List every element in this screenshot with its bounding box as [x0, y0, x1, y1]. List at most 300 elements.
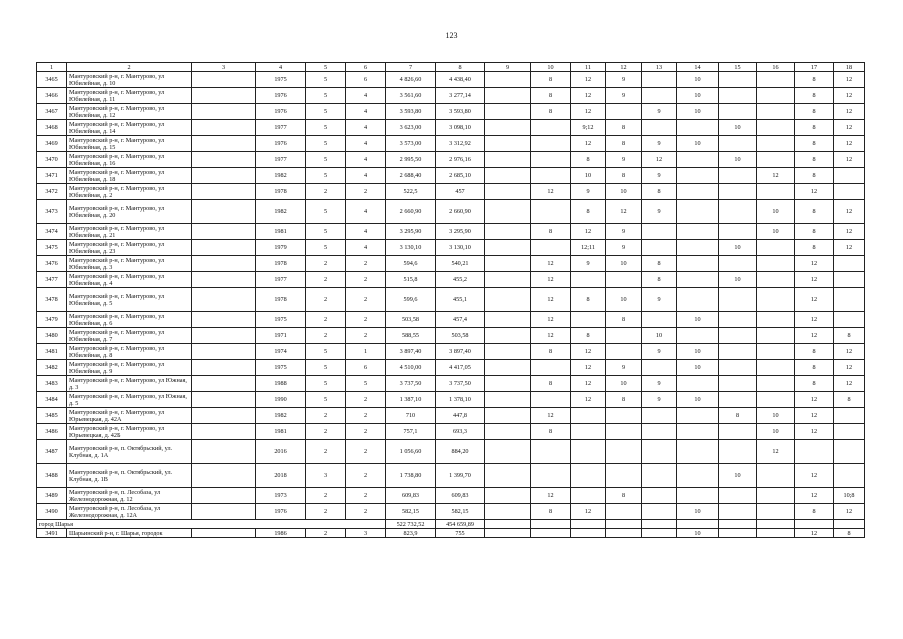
table-cell: 3469: [37, 136, 67, 152]
table-cell: 8: [795, 168, 834, 184]
address-cell: Мантуровский р-н, г. Мантурово, ул Юрьевецкая, д. 42А: [67, 408, 192, 424]
table-row: [37, 312, 865, 328]
table-cell: [192, 88, 256, 104]
table-cell: 12: [757, 440, 795, 464]
table-cell: 2: [306, 312, 346, 328]
table-cell: 9: [571, 184, 606, 200]
table-cell: 8: [642, 256, 677, 272]
table-cell: [485, 344, 531, 360]
table-cell: [485, 376, 531, 392]
table-cell: [719, 224, 757, 240]
table-cell: 4 438,40: [436, 72, 485, 88]
table-cell: [642, 424, 677, 440]
table-cell: [757, 256, 795, 272]
table-cell: [642, 464, 677, 488]
table-row: [37, 464, 865, 488]
table-cell: [485, 392, 531, 408]
address-cell: Мантуровский р-н, г. Мантурово, ул Юбилейная, д. 6: [67, 312, 192, 328]
table-cell: 3483: [37, 376, 67, 392]
table-cell: 12: [571, 72, 606, 88]
table-cell: [485, 328, 531, 344]
table-cell: 8: [795, 136, 834, 152]
column-number: 7: [386, 63, 436, 72]
table-cell: [485, 520, 531, 529]
table-row: [37, 529, 865, 538]
table-cell: 1 399,70: [436, 464, 485, 488]
table-cell: 8: [795, 504, 834, 520]
table-cell: [757, 288, 795, 312]
table-cell: 1990: [256, 392, 306, 408]
table-cell: 10: [677, 72, 719, 88]
table-cell: 1982: [256, 200, 306, 224]
table-cell: 5: [306, 200, 346, 224]
table-cell: [719, 520, 757, 529]
table-cell: 3480: [37, 328, 67, 344]
table-cell: [192, 120, 256, 136]
table-cell: [642, 72, 677, 88]
table-cell: [485, 200, 531, 224]
table-cell: 2 685,10: [436, 168, 485, 184]
table-cell: [192, 312, 256, 328]
table-cell: 12: [571, 392, 606, 408]
table-cell: [719, 104, 757, 120]
table-cell: [834, 168, 865, 184]
table-cell: [192, 464, 256, 488]
column-number: 13: [642, 63, 677, 72]
table-cell: [677, 488, 719, 504]
table-cell: 4: [346, 240, 386, 256]
table-cell: 1978: [256, 256, 306, 272]
table-cell: [757, 529, 795, 538]
table-cell: 8: [795, 240, 834, 256]
table-cell: [719, 88, 757, 104]
table-cell: [719, 200, 757, 224]
table-row: [37, 376, 865, 392]
table-cell: 2: [346, 464, 386, 488]
table-cell: 12: [571, 104, 606, 120]
table-cell: 2018: [256, 464, 306, 488]
table-cell: 8: [571, 328, 606, 344]
table-cell: 12: [795, 464, 834, 488]
table-cell: 12: [834, 152, 865, 168]
table-cell: 1 738,80: [386, 464, 436, 488]
table-cell: 2016: [256, 440, 306, 464]
table-cell: [606, 529, 642, 538]
table-cell: [642, 120, 677, 136]
table-cell: 4: [346, 200, 386, 224]
table-cell: [642, 312, 677, 328]
table-cell: 1 056,60: [386, 440, 436, 464]
table-cell: [606, 408, 642, 424]
table-cell: [485, 256, 531, 272]
table-cell: 8: [531, 424, 571, 440]
table-cell: [192, 392, 256, 408]
table-cell: 8: [531, 104, 571, 120]
table-cell: [757, 376, 795, 392]
table-cell: 3479: [37, 312, 67, 328]
table-cell: [192, 360, 256, 376]
table-cell: [834, 408, 865, 424]
table-cell: 1974: [256, 344, 306, 360]
table-row: [37, 104, 865, 120]
table-cell: 12: [571, 88, 606, 104]
table-cell: 9: [642, 376, 677, 392]
table-cell: 8: [531, 224, 571, 240]
table-cell: 2: [346, 272, 386, 288]
table-cell: 12: [531, 256, 571, 272]
table-cell: 1982: [256, 168, 306, 184]
table-row: [37, 168, 865, 184]
table-cell: 12: [606, 200, 642, 224]
table-cell: [677, 408, 719, 424]
table-cell: 12: [834, 224, 865, 240]
column-number: 8: [436, 63, 485, 72]
table-cell: [192, 224, 256, 240]
table-cell: [719, 376, 757, 392]
address-cell: Мантуровский р-н, г. Мантурово, ул Южная, д. 3: [67, 376, 192, 392]
table-cell: 3472: [37, 184, 67, 200]
table-cell: 3476: [37, 256, 67, 272]
table-cell: 3487: [37, 440, 67, 464]
table-cell: [677, 200, 719, 224]
table-cell: 9: [606, 72, 642, 88]
table-cell: 693,3: [436, 424, 485, 440]
section-total-living: 454 659,89: [436, 520, 485, 529]
table-cell: 3 561,60: [386, 88, 436, 104]
table-row: [37, 504, 865, 520]
table-cell: 455,2: [436, 272, 485, 288]
table-cell: 5: [306, 392, 346, 408]
column-number: 14: [677, 63, 719, 72]
table-cell: [606, 504, 642, 520]
table-cell: 2 976,16: [436, 152, 485, 168]
table-cell: 2: [306, 256, 346, 272]
address-cell: Мантуровский р-н, г. Мантурово, ул Юбилейная, д. 10: [67, 72, 192, 88]
address-cell: Мантуровский р-н, п. Октябрьский, ул. Клубная, д. 1В: [67, 464, 192, 488]
table-row: [37, 256, 865, 272]
table-cell: 3 593,80: [386, 104, 436, 120]
table-cell: [719, 424, 757, 440]
table-cell: 3: [306, 464, 346, 488]
table-cell: [757, 272, 795, 288]
table-cell: [757, 328, 795, 344]
table-cell: 4 510,00: [386, 360, 436, 376]
table-cell: 2: [306, 408, 346, 424]
table-cell: 5: [306, 240, 346, 256]
table-cell: 8: [571, 152, 606, 168]
table-cell: 9: [606, 152, 642, 168]
table-cell: [606, 440, 642, 464]
table-row: [37, 288, 865, 312]
table-cell: [719, 72, 757, 88]
table-cell: 8: [531, 72, 571, 88]
table-cell: [606, 104, 642, 120]
table-cell: 3470: [37, 152, 67, 168]
table-cell: 2: [346, 392, 386, 408]
table-cell: 3488: [37, 464, 67, 488]
table-row: [37, 72, 865, 88]
table-cell: 2: [306, 504, 346, 520]
table-cell: 457,4: [436, 312, 485, 328]
table-cell: [531, 360, 571, 376]
table-cell: [677, 424, 719, 440]
table-cell: [531, 440, 571, 464]
table-cell: 3 130,10: [386, 240, 436, 256]
table-cell: 10: [757, 424, 795, 440]
table-cell: 3468: [37, 120, 67, 136]
table-cell: 12: [571, 136, 606, 152]
table-cell: 3489: [37, 488, 67, 504]
table-cell: [606, 520, 642, 529]
table-cell: [677, 224, 719, 240]
table-row: [37, 360, 865, 376]
table-cell: 8: [795, 360, 834, 376]
table-cell: 2: [346, 504, 386, 520]
table-cell: [192, 504, 256, 520]
section-total-row: [37, 520, 865, 529]
table-cell: [571, 520, 606, 529]
table-cell: [531, 240, 571, 256]
table-cell: 4: [346, 224, 386, 240]
table-cell: [485, 136, 531, 152]
table-cell: [192, 72, 256, 88]
table-cell: 2: [346, 424, 386, 440]
table-cell: [531, 136, 571, 152]
table-cell: 9: [642, 344, 677, 360]
table-cell: 12: [642, 152, 677, 168]
table-cell: 9: [642, 392, 677, 408]
table-cell: 10: [677, 360, 719, 376]
table-cell: [485, 168, 531, 184]
table-cell: 12: [795, 529, 834, 538]
table-cell: 12: [531, 488, 571, 504]
table-cell: 515,8: [386, 272, 436, 288]
table-cell: 1975: [256, 360, 306, 376]
table-cell: 12: [571, 344, 606, 360]
table-cell: 3 593,80: [436, 104, 485, 120]
table-cell: [192, 104, 256, 120]
table-cell: 2: [346, 184, 386, 200]
address-cell: Мантуровский р-н, г. Мантурово, ул Юбилейная, д. 12: [67, 104, 192, 120]
table-cell: 12: [834, 360, 865, 376]
table-cell: 12: [795, 288, 834, 312]
column-number: 2: [67, 63, 192, 72]
table-cell: 8: [571, 200, 606, 224]
table-cell: [571, 529, 606, 538]
table-cell: [571, 488, 606, 504]
section-total-area: 522 732,52: [386, 520, 436, 529]
table-cell: 10: [719, 464, 757, 488]
table-cell: [834, 464, 865, 488]
table-cell: 12: [795, 392, 834, 408]
table-cell: [677, 240, 719, 256]
column-number: 4: [256, 63, 306, 72]
table-cell: 8: [606, 488, 642, 504]
address-cell: Шарьинский р-н, г. Шарья, городок: [67, 529, 192, 538]
table-row: [37, 120, 865, 136]
table-cell: 12: [571, 504, 606, 520]
column-number: 11: [571, 63, 606, 72]
table-cell: [719, 312, 757, 328]
table-cell: [192, 200, 256, 224]
table-cell: 8: [606, 392, 642, 408]
table-cell: 9: [606, 360, 642, 376]
table-cell: [192, 408, 256, 424]
table-cell: [606, 328, 642, 344]
table-cell: [757, 104, 795, 120]
table-cell: 12: [531, 184, 571, 200]
address-cell: Мантуровский р-н, г. Мантурово, ул Юбилейная, д. 23: [67, 240, 192, 256]
table-cell: 1981: [256, 224, 306, 240]
table-cell: 2: [306, 488, 346, 504]
address-cell: Мантуровский р-н, г. Мантурово, ул Южная, д. 5: [67, 392, 192, 408]
table-cell: 10: [677, 392, 719, 408]
table-cell: 9: [606, 240, 642, 256]
table-cell: 755: [436, 529, 485, 538]
table-cell: [485, 72, 531, 88]
table-cell: 3477: [37, 272, 67, 288]
table-row: [37, 440, 865, 464]
table-cell: 10;8: [834, 488, 865, 504]
table-cell: 9: [571, 256, 606, 272]
table-cell: [677, 184, 719, 200]
table-cell: [719, 392, 757, 408]
table-cell: [571, 464, 606, 488]
table-cell: 10: [677, 136, 719, 152]
table-cell: [606, 344, 642, 360]
table-cell: 3 897,40: [386, 344, 436, 360]
page-number: 123: [445, 31, 458, 40]
table-cell: [485, 120, 531, 136]
table-cell: 8: [606, 312, 642, 328]
table-cell: 1976: [256, 504, 306, 520]
table-cell: 12: [795, 184, 834, 200]
table-cell: [834, 440, 865, 464]
table-cell: 12: [531, 312, 571, 328]
table-cell: 8: [795, 344, 834, 360]
table-cell: [485, 440, 531, 464]
table-cell: 9: [642, 168, 677, 184]
table-cell: 5: [306, 104, 346, 120]
table-cell: 5: [346, 376, 386, 392]
table-row: [37, 200, 865, 224]
table-cell: [757, 520, 795, 529]
table-cell: [719, 529, 757, 538]
table-cell: 12: [571, 224, 606, 240]
column-number: 10: [531, 63, 571, 72]
table-cell: 12: [795, 424, 834, 440]
table-cell: [192, 344, 256, 360]
table-cell: 9: [606, 88, 642, 104]
table-cell: [642, 440, 677, 464]
table-cell: [192, 168, 256, 184]
table-cell: 5: [306, 360, 346, 376]
table-cell: 2: [346, 440, 386, 464]
table-cell: 9: [642, 104, 677, 120]
table-cell: 588,55: [386, 328, 436, 344]
table-cell: 3485: [37, 408, 67, 424]
table-row: [37, 344, 865, 360]
table-cell: [571, 408, 606, 424]
table-cell: [531, 520, 571, 529]
table-cell: [677, 464, 719, 488]
table-cell: 5: [306, 120, 346, 136]
table-row: [37, 152, 865, 168]
table-cell: [531, 529, 571, 538]
table-row: [37, 424, 865, 440]
table-cell: [485, 488, 531, 504]
column-number: 9: [485, 63, 531, 72]
table-cell: [834, 256, 865, 272]
table-cell: [719, 440, 757, 464]
table-cell: 2: [306, 440, 346, 464]
table-cell: [485, 224, 531, 240]
table-cell: 2: [346, 312, 386, 328]
table-cell: [192, 376, 256, 392]
table-cell: 1: [346, 344, 386, 360]
table-cell: [719, 504, 757, 520]
table-cell: 12: [757, 168, 795, 184]
table-cell: 2: [346, 488, 386, 504]
column-number: 6: [346, 63, 386, 72]
table-cell: 10: [677, 104, 719, 120]
table-cell: [485, 184, 531, 200]
table-cell: [642, 488, 677, 504]
table-cell: 12;11: [571, 240, 606, 256]
table-cell: [642, 224, 677, 240]
table-cell: 10: [606, 376, 642, 392]
table-cell: 5: [306, 152, 346, 168]
table-cell: [192, 424, 256, 440]
table-cell: 12: [834, 120, 865, 136]
table-cell: 582,15: [386, 504, 436, 520]
table-cell: [757, 504, 795, 520]
table-row: [37, 240, 865, 256]
table-cell: 1977: [256, 120, 306, 136]
table-cell: 9;12: [571, 120, 606, 136]
table-cell: [485, 529, 531, 538]
table-cell: 503,58: [386, 312, 436, 328]
table-cell: [192, 240, 256, 256]
address-cell: Мантуровский р-н, п. Лесобаза, ул Железнодорожная, д. 12А: [67, 504, 192, 520]
table-cell: 12: [531, 272, 571, 288]
table-cell: 5: [306, 88, 346, 104]
table-cell: 8: [834, 328, 865, 344]
table-cell: 12: [795, 256, 834, 272]
table-cell: 1976: [256, 88, 306, 104]
column-number: 16: [757, 63, 795, 72]
table-cell: 10: [571, 168, 606, 184]
table-cell: 10: [757, 408, 795, 424]
table-cell: 3491: [37, 529, 67, 538]
table-cell: 8: [531, 88, 571, 104]
table-cell: 3 312,92: [436, 136, 485, 152]
table-cell: 4: [346, 168, 386, 184]
table-cell: 3475: [37, 240, 67, 256]
table-cell: 10: [757, 200, 795, 224]
column-number: 1: [37, 63, 67, 72]
column-number: 15: [719, 63, 757, 72]
table-row: [37, 272, 865, 288]
table-cell: [642, 408, 677, 424]
table-cell: 12: [834, 88, 865, 104]
table-cell: 4: [346, 120, 386, 136]
column-number: 12: [606, 63, 642, 72]
table-cell: 599,6: [386, 288, 436, 312]
table-cell: 12: [571, 376, 606, 392]
table-cell: 582,15: [436, 504, 485, 520]
table-cell: 12: [834, 136, 865, 152]
